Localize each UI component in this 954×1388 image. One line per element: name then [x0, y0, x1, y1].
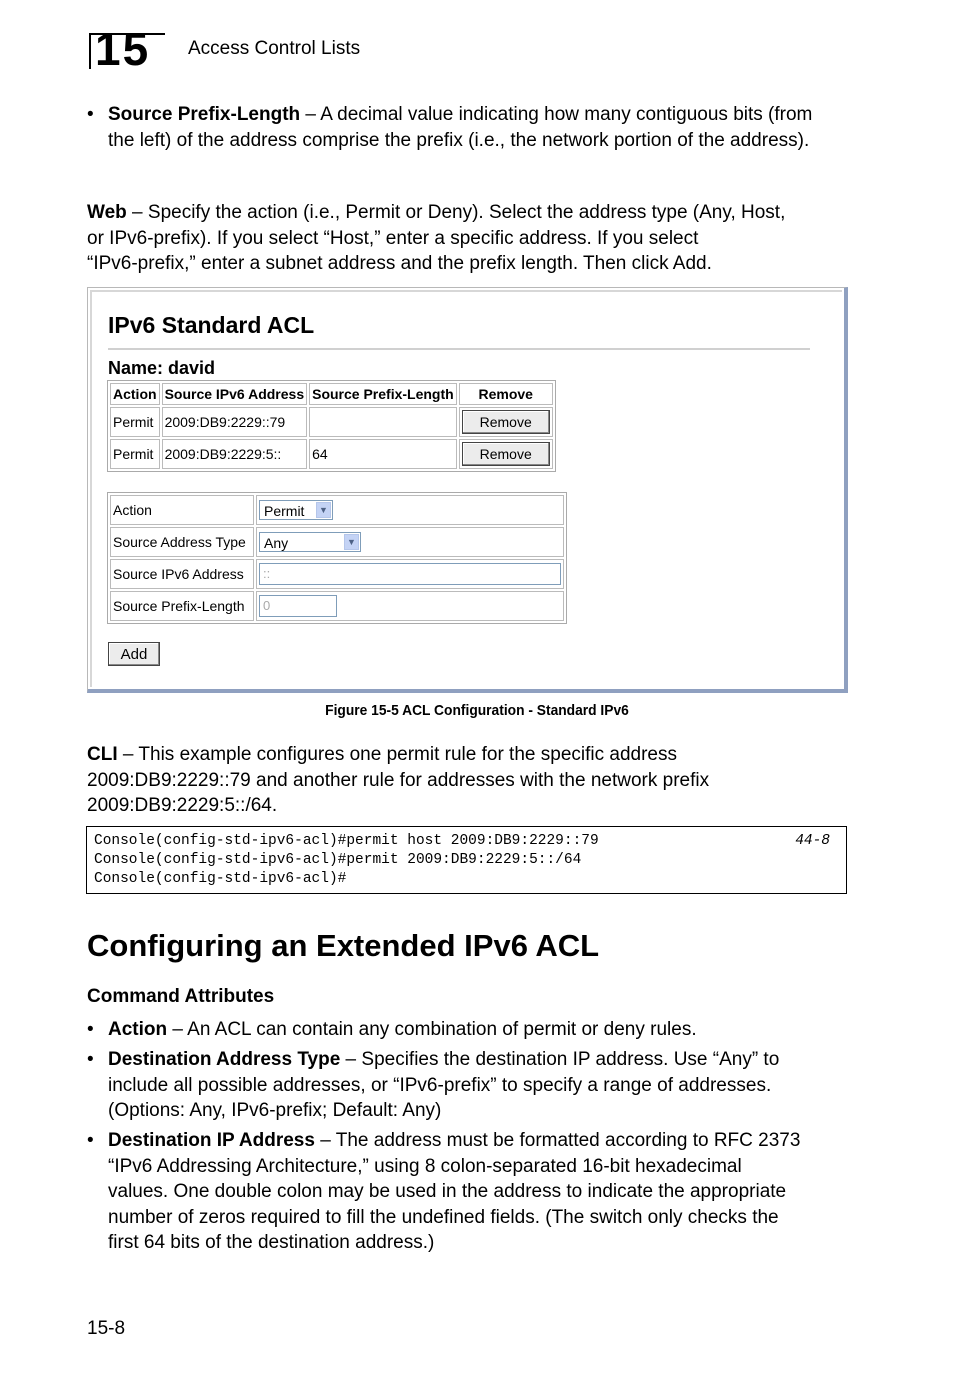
source-address-label: Source IPv6 Address	[110, 559, 254, 589]
bullet-text: – A decimal value indicating how many contiguous bits (from the left) of the address comprise the prefix (i.e., the network portion of the address).	[108, 104, 813, 151]
action-label: Action	[110, 495, 254, 525]
ui-page-title: IPv6 Standard ACL	[108, 312, 315, 338]
bullet-term: Source Prefix-Length	[108, 104, 301, 125]
web-line3: “IPv6-prefix,” enter a subnet address and the prefix length. Then click Add.	[87, 253, 712, 274]
bullet-line: “IPv6 Addressing Architecture,” using 8 colon-separated 16-bit hexadecimal	[108, 1155, 742, 1177]
web-line1: – Specify the action (i.e., Permit or Deny). Select the address type (Any, Host,	[126, 202, 786, 223]
cli-lead: CLI	[87, 744, 118, 765]
form-row-address	[110, 559, 564, 589]
page-number: 15-8	[87, 1318, 126, 1339]
figure-screenshot	[87, 287, 848, 693]
cli-paragraph	[87, 742, 847, 819]
bullet-marker: •	[87, 104, 94, 125]
bullet-term: Action	[108, 1019, 168, 1040]
prefix-length-input[interactable]: 0	[259, 595, 337, 617]
web-lead: Web	[87, 202, 127, 223]
table-row	[110, 407, 553, 437]
bullet-line: – Specifies the destination IP address. Use “Any” to	[340, 1049, 780, 1070]
code-line: Console(config-std-ipv6-acl)#permit host 2009:DB9:2229::79	[94, 833, 599, 849]
sub-heading: Command Attributes	[87, 986, 275, 1007]
cli-line3: 2009:DB9:2229:5::/64.	[87, 795, 278, 816]
form-row-prefix	[110, 591, 564, 621]
bullet-line: (Options: Any, IPv6-prefix; Default: Any)	[108, 1100, 442, 1121]
cell-action: Permit	[110, 407, 160, 437]
bullet-marker: •	[87, 1049, 94, 1070]
cell-address: 2009:DB9:2229::79	[162, 407, 308, 437]
table-row	[110, 439, 553, 469]
prefix-length-label: Source Prefix-Length	[110, 591, 254, 621]
web-line2: or IPv6-prefix). If you select “Host,” enter a specific address. If you select	[87, 227, 699, 249]
source-address-cell	[256, 559, 564, 589]
address-type-select-value: Any	[264, 535, 289, 551]
section-heading: Configuring an Extended IPv6 ACL	[87, 928, 600, 963]
code-line: Console(config-std-ipv6-acl)#permit 2009:DB9:2229:5::/64	[94, 852, 582, 868]
cell-prefix: 64	[309, 439, 457, 469]
code-block	[86, 826, 847, 894]
chapter-title: Access Control Lists	[188, 38, 361, 59]
bullet-line: – The address must be formatted according to RFC 2373	[314, 1130, 801, 1151]
form-row-type	[110, 527, 564, 557]
cell-action: Permit	[110, 439, 160, 469]
bullet-line: – An ACL can contain any combination of permit or deny rules.	[167, 1019, 697, 1040]
bullet-term: Destination IP Address	[108, 1130, 315, 1151]
remove-button[interactable]: Remove	[462, 410, 550, 434]
action-select-value: Permit	[264, 503, 305, 519]
col-header-address: Source IPv6 Address	[162, 383, 308, 405]
chevron-down-icon[interactable]: ▼	[316, 502, 331, 518]
bullet-marker: •	[87, 1130, 94, 1151]
title-divider	[108, 348, 810, 350]
address-type-select[interactable]	[259, 532, 361, 552]
table-header-row	[110, 383, 553, 405]
add-button[interactable]: Add	[108, 642, 160, 666]
address-type-label: Source Address Type	[110, 527, 254, 557]
web-paragraph	[87, 200, 847, 277]
bullet-line: number of zeros required to fill the undefined fields. (The switch only checks the	[108, 1206, 779, 1228]
bullet-action	[108, 1017, 848, 1043]
action-cell	[256, 495, 564, 525]
bullet-line: first 64 bits of the destination address.)	[108, 1232, 435, 1253]
col-header-action: Action	[110, 383, 160, 405]
bullet-term: Destination Address Type	[108, 1049, 341, 1070]
cell-prefix	[309, 407, 457, 437]
form-row-action	[110, 495, 564, 525]
acl-rules-table	[107, 380, 556, 472]
address-type-cell	[256, 527, 564, 557]
bullet-line: include all possible addresses, or “IPv6-prefix” to specify a range of addresses.	[108, 1074, 772, 1096]
cell-address: 2009:DB9:2229:5::	[162, 439, 308, 469]
chapter-number: 15	[95, 23, 151, 75]
cell-remove	[459, 407, 553, 437]
code-line: Console(config-std-ipv6-acl)#	[94, 871, 347, 887]
bullet-line: values. One double colon may be used in the address to indicate the appropriate	[108, 1181, 787, 1202]
chevron-down-icon[interactable]: ▼	[344, 534, 359, 550]
figure-caption: Figure 15-5 ACL Configuration - Standard IPv6	[325, 702, 629, 719]
action-select[interactable]	[259, 500, 333, 520]
bullet-destination-ip-address	[108, 1128, 848, 1256]
col-header-prefix: Source Prefix-Length	[309, 383, 457, 405]
command-page-reference: 44-8	[795, 833, 830, 849]
add-rule-form	[107, 492, 567, 624]
bullet-source-prefix-length	[108, 102, 843, 153]
bullet-marker: •	[87, 1019, 94, 1040]
acl-name-label: Name: david	[108, 358, 216, 378]
cli-line2: 2009:DB9:2229::79 and another rule for addresses with the network prefix	[87, 769, 710, 791]
bullet-destination-address-type	[108, 1047, 848, 1124]
cli-line1: – This example configures one permit rule for the specific address	[117, 744, 677, 765]
prefix-length-cell	[256, 591, 564, 621]
remove-button[interactable]: Remove	[462, 442, 550, 466]
col-header-remove: Remove	[459, 383, 553, 405]
source-address-input[interactable]: ::	[259, 563, 561, 585]
cell-remove	[459, 439, 553, 469]
